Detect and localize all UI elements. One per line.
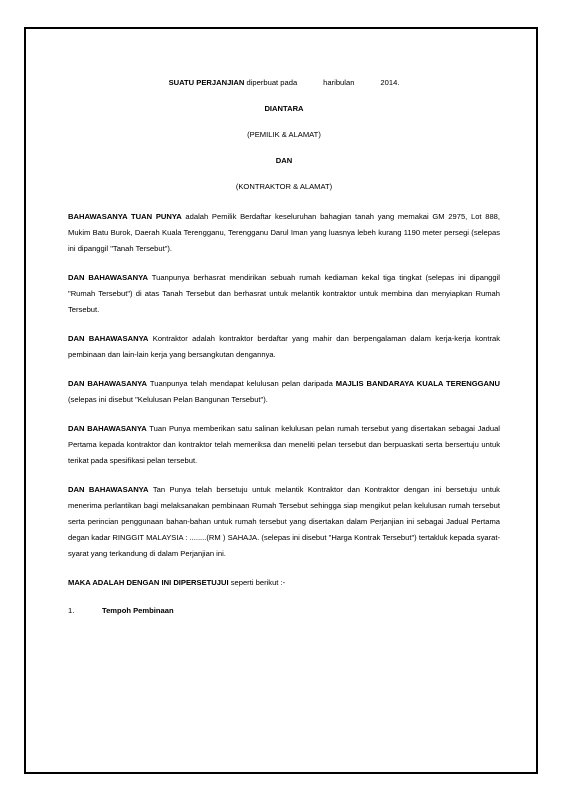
recital-text-tail: (selepas ini disebut "Kelulusan Pelan Bangunan Tersebut"). xyxy=(68,395,268,404)
recital-lead: DAN BAHAWASANYA xyxy=(68,334,149,343)
recital-text: adalah Pemilik Berdaftar keseluruhan bahagian tanah yang memakai GM 2975, Lot 888, Mukim Batu Burok, Daerah Kuala Terengganu, Terengganu Darul Iman yang luasnya lebeh kurang 1190 meter persegi (selepas ini dipanggil "Tanah Tersebut"). xyxy=(68,212,501,253)
clause-item xyxy=(68,603,500,619)
recital-text: Kontraktor adalah kontraktor berdaftar yang mahir dan berpengalaman dalam kerja-kerja kontrak pembinaan dan lain-lain kerja yang bersangkutan dengannya. xyxy=(68,334,500,359)
agreement-title xyxy=(68,75,500,91)
title-rest: diperbuat pada xyxy=(246,78,298,87)
pemilik-line: (PEMILIK & ALAMAT) xyxy=(247,130,321,139)
recital-lead: DAN BAHAWASANYA xyxy=(68,273,148,282)
title-year: 2014. xyxy=(380,78,400,87)
recital-paragraph xyxy=(68,270,500,318)
closing-bold: MAKA ADALAH DENGAN INI DIPERSETUJUI xyxy=(68,578,229,587)
closing-rest: seperti berikut :- xyxy=(228,578,286,587)
closing-statement xyxy=(68,575,500,591)
title-bold: SUATU PERJANJIAN xyxy=(168,78,245,87)
recital-paragraph xyxy=(68,331,500,363)
recital-paragraph xyxy=(68,421,500,469)
recital-lead: DAN BAHAWASANYA xyxy=(68,485,149,494)
document-page xyxy=(24,27,538,774)
diantara-heading: DIANTARA xyxy=(264,104,304,113)
recital-lead: DAN BAHAWASANYA xyxy=(68,424,147,433)
recital-paragraph xyxy=(68,482,500,562)
recital-paragraph xyxy=(68,209,500,257)
clause-title: Tempoh Pembinaan xyxy=(102,606,174,615)
recital-lead: DAN BAHAWASANYA xyxy=(68,379,148,388)
recital-paragraph xyxy=(68,376,500,408)
recital-lead: BAHAWASANYA TUAN PUNYA xyxy=(68,212,182,221)
recital-text: Tuanpunya berhasrat mendirikan sebuah rumah kediaman kekal tiga tingkat (selepas ini dipanggil "Rumah Tersebut") di atas Tanah Tersebut dan berhasrat untuk melantik kontraktor untuk membina dan menyiapkan Rumah Tersebut. xyxy=(68,273,500,314)
document-content xyxy=(68,75,500,619)
recital-text: Tuan Punya memberikan satu salinan kelulusan pelan rumah tersebut yang disertakan sebagai Jadual Pertama kepada kontraktor dan kontraktor telah memeriksa dan meneliti pelan tersebut dan berpuaskati serta bersertuju untuk terikat pada spesifikasi pelan tersebut. xyxy=(68,424,500,465)
council-name: MAJLIS BANDARAYA KUALA TERENGGANU xyxy=(335,379,501,388)
recital-text: Tuanpunya telah mendapat kelulusan pelan daripada xyxy=(147,379,336,388)
kontraktor-line: (KONTRAKTOR & ALAMAT) xyxy=(235,182,333,191)
recital-text: Tan Punya telah bersetuju untuk melantik Kontraktor dan Kontraktor dengan ini bersetuju untuk menerima perlantikan bagi melaksanakan pembinaan Rumah Tersebut sehingga siap mengikut pelan kelulusan rumah tersebut serta perincian penggunaan bahan-bahan untuk rumah tersebut yang disertakan dalam Perjanjian ini sebagai Jadual Pertama degan kadar RINGGIT MALAYSIA : ........(RM ) SAHAJA. (selepas ini disebut "Harga Kontrak Tersebut") tertakluk kepada syarat-syarat yang terkandung di dalam Perjanjian ini. xyxy=(68,485,500,558)
dan-heading: DAN xyxy=(275,156,293,165)
title-haribulan: haribulan xyxy=(323,78,355,87)
clause-number: 1. xyxy=(68,606,75,615)
